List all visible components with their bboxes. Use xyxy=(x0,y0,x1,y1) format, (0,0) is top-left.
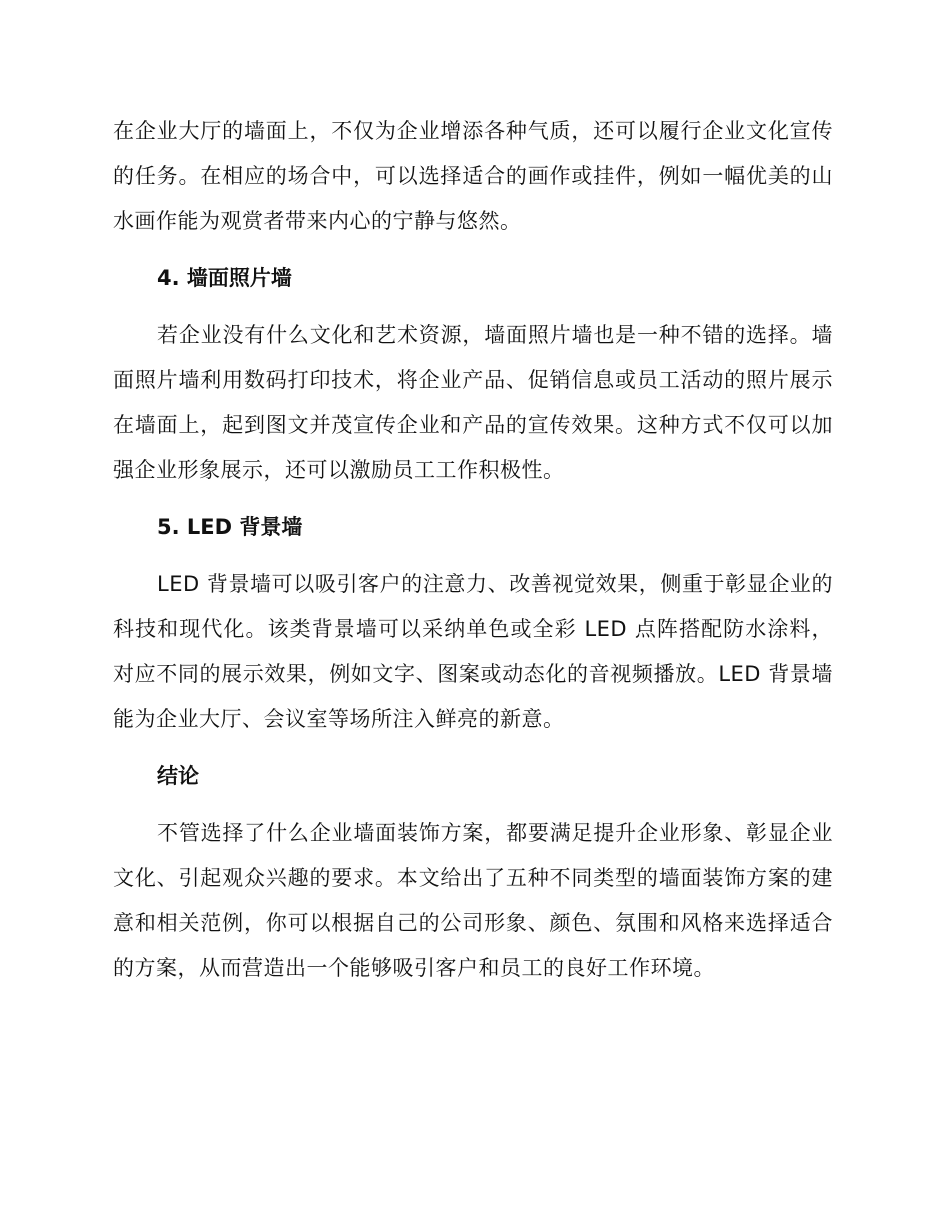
section-body-conclusion: 不管选择了什么企业墙面装饰方案，都要满足提升企业形象、彰显企业文化、引起观众兴趣的要求。本文给出了五种不同类型的墙面装饰方案的建意和相关范例，你可以根据自己的公司形象、颜色、氛围和风格来选择适合的方案，从而营造出一个能够吸引客户和员工的良好工作环境。 xyxy=(113,821,833,980)
section-heading-conclusion: 结论 xyxy=(157,764,199,788)
section-heading-photo-wall: 4. 墙面照片墙 xyxy=(157,266,292,290)
section-body-led-wall: LED 背景墙可以吸引客户的注意力、改善视觉效果，侧重于彰显企业的科技和现代化。该类背景墙可以采纳单色或全彩 LED 点阵搭配防水涂料，对应不同的展示效果，例如文字、图案或动态化的音视频播放。LED 背景墙能为企业大厅、会议室等场所注入鲜亮的新意。 xyxy=(113,572,833,731)
section-body-photo-wall: 若企业没有什么文化和艺术资源，墙面照片墙也是一种不错的选择。墙面照片墙利用数码打印技术，将企业产品、促销信息或员工活动的照片展示在墙面上，起到图文并茂宣传企业和产品的宣传效果。这种方式不仅可以加强企业形象展示，还可以激励员工工作积极性。 xyxy=(113,323,833,482)
document-page xyxy=(113,109,833,991)
section-heading-led-wall: 5. LED 背景墙 xyxy=(157,515,303,539)
intro-paragraph: 在企业大厅的墙面上，不仅为企业增添各种气质，还可以履行企业文化宣传的任务。在相应的场合中，可以选择适合的画作或挂件，例如一幅优美的山水画作能为观赏者带来内心的宁静与悠然。 xyxy=(113,119,833,233)
